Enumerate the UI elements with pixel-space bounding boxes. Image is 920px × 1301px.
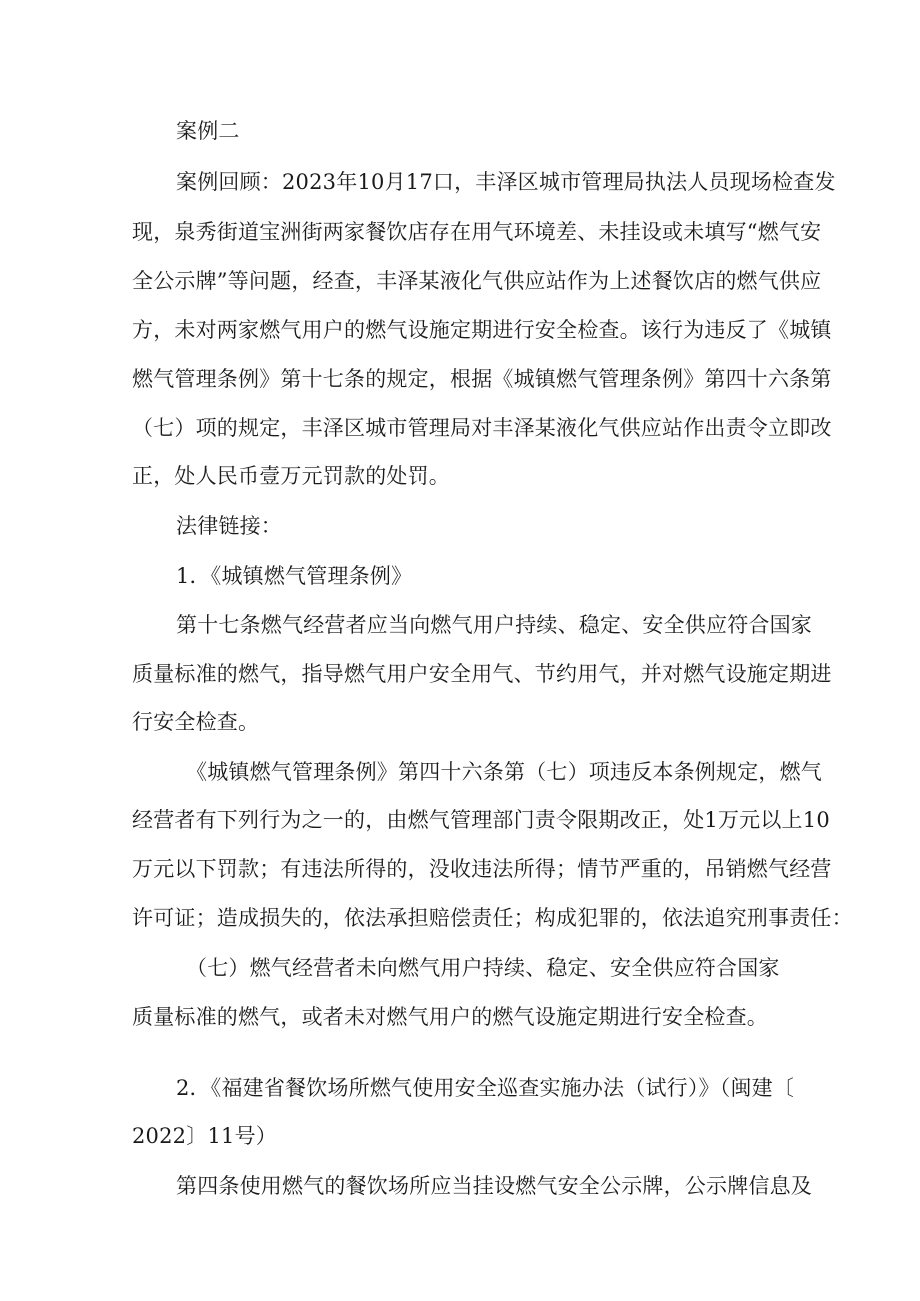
paragraph-line: 正，处人民币壹万元罚款的处罚。 xyxy=(132,464,450,488)
paragraph-line: 《城镇燃气管理条例》第四十六条第（七）项违反本条例规定，燃气 xyxy=(186,760,822,784)
paragraph-line: 第十七条燃气经营者应当向燃气用户持续、稳定、安全供应符合国家 xyxy=(176,613,812,637)
paragraph-line: 许可证；造成损失的，依法承担赔偿责任；构成犯罪的，依法追究刑事责任： xyxy=(132,906,853,930)
paragraph-line: 行安全检查。 xyxy=(132,710,260,734)
case-title: 案例二 xyxy=(176,119,240,143)
paragraph-line: 燃气管理条例》第十七条的规定，根据《城镇燃气管理条例》第四十六条第 xyxy=(132,367,832,391)
section-heading: 法律链接： xyxy=(176,514,282,538)
paragraph-line: 质量标准的燃气，或者未对燃气用户的燃气设施定期进行安全检查。 xyxy=(132,1005,768,1029)
paragraph-line: （七）项的规定，丰泽区城市管理局对丰泽某液化气供应站作出责令立即改 xyxy=(132,416,832,440)
paragraph-line: 方，未对两家燃气用户的燃气设施定期进行安全检查。该行为违反了《城镇 xyxy=(132,318,832,342)
paragraph-line: 经营者有下列行为之一的，由燃气管理部门责令限期改正，处1万元以上10 xyxy=(132,808,830,832)
law-title: 2．《福建省餐饮场所燃气使用安全巡查实施办法（试行）》（闽建〔 xyxy=(176,1076,795,1100)
law-title: 2022〕11号） xyxy=(132,1124,277,1148)
paragraph-line: 万元以下罚款；有违法所得的，没收违法所得；情节严重的，吊销燃气经营 xyxy=(132,857,832,881)
paragraph-line: 第四条使用燃气的餐饮场所应当挂设燃气安全公示牌，公示牌信息及 xyxy=(176,1174,812,1198)
law-title: 1．《城镇燃气管理条例》 xyxy=(176,564,413,588)
paragraph-line: （七）燃气经营者未向燃气用户持续、稳定、安全供应符合国家 xyxy=(186,956,780,980)
paragraph-line: 全公示牌”等问题，经查，丰泽某液化气供应站作为上述餐饮店的燃气供应 xyxy=(132,269,822,293)
paragraph-line: 案例回顾：2023年10月17口，丰泽区城市管理局执法人员现场检查发 xyxy=(176,170,836,194)
paragraph-line: 质量标准的燃气，指导燃气用户安全用气、节约用气，并对燃气设施定期进 xyxy=(132,662,832,686)
paragraph-line: 现，泉秀街道宝洲街两家餐饮店存在用气环境差、未挂设或未填写“燃气安 xyxy=(132,220,822,244)
